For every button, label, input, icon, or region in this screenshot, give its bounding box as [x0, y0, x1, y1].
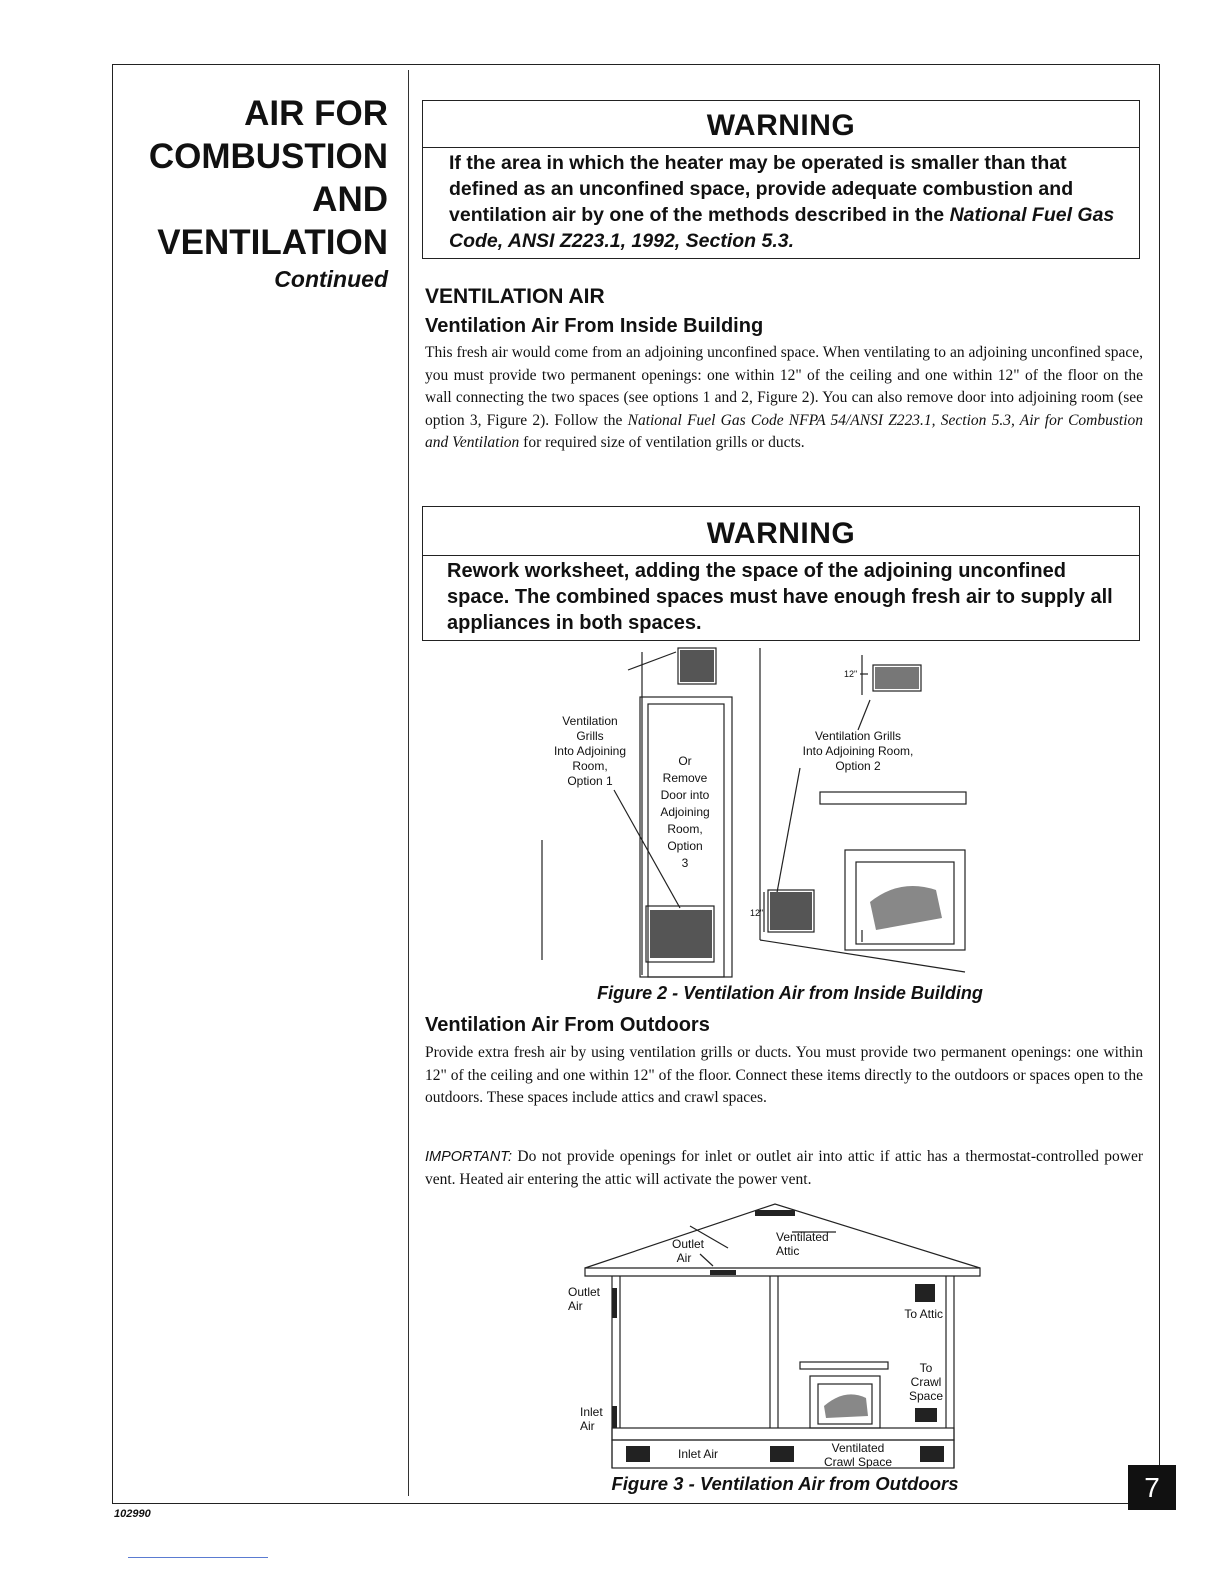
outlet-air-attic-label: Outlet — [671, 1237, 705, 1251]
figure-3-caption: Figure 3 - Ventilation Air from Outdoors — [611, 1473, 959, 1494]
option1-label-line: Grills — [576, 729, 604, 743]
paragraph-code-reference: National Fuel Gas Code NFPA 54/ANSI Z223.1, Section 5.3, Air for Combustion and Ventilation — [425, 411, 1144, 451]
option1-label-line: Option 1 — [567, 774, 613, 788]
warning-title: WARNING — [423, 101, 1139, 148]
important-text: Do not provide openings for inlet or outlet air into attic if attic has a thermostat-controlled power vent. Heated air entering the attic will activate the power vent. — [425, 1148, 1144, 1188]
ventilation-air-heading: VENTILATION AIR — [425, 285, 605, 308]
option3-label-line: Or — [678, 754, 692, 768]
option3-label-line: Door into — [660, 788, 710, 802]
figure-2-diagram — [540, 640, 980, 980]
ventilated-attic-label: Attic — [776, 1244, 800, 1258]
ventilated-crawl-label: Crawl Space — [823, 1455, 893, 1469]
section-title-line: VENTILATION — [157, 223, 388, 262]
option3-label-line: Remove — [662, 771, 708, 785]
figure-3-diagram — [560, 1196, 990, 1478]
outlet-air-wall-label: Air — [568, 1299, 583, 1313]
ventilated-crawl-label: Ventilated — [831, 1441, 885, 1455]
ventilated-attic-label: Ventilated — [776, 1230, 829, 1244]
option2-label-line: Into Adjoining Room, — [802, 744, 914, 758]
to-attic-label: To Attic — [904, 1307, 943, 1321]
to-crawl-label: Crawl — [910, 1375, 942, 1389]
warning-text: Rework worksheet, adding the space of the adjoining unconfined space. The combined spaces must have enough fresh air to supply all appliances in both spaces. — [447, 560, 1113, 634]
option3-label-line: Option — [667, 839, 703, 853]
option3-label-line: Room, — [667, 822, 703, 836]
warning-box-worksheet — [422, 506, 1140, 641]
option3-label-line: 3 — [681, 856, 689, 870]
section-title-line: AIR FOR — [244, 94, 388, 133]
inlet-air-wall-label: Air — [580, 1419, 595, 1433]
warning-text-reference: National Fuel Gas Code, ANSI Z223.1, 1992, Section 5.3. — [449, 204, 1115, 252]
dimension-label-bottom: 12" — [750, 908, 764, 918]
outlet-air-wall-label: Outlet — [568, 1285, 601, 1299]
inside-building-heading: Ventilation Air From Inside Building — [425, 315, 764, 337]
paragraph-text: This fresh air would come from an adjoining unconfined space. When ventilating to an adjoining unconfined space, you must provide two permanent openings: one within 12" of the ceiling and one within 12" of the floor on the wall connecting the two spaces (see options 1 and 2, Figure 2). You can also remove door into adjoining room (see option 3, Figure 2). Follow the — [425, 344, 1143, 429]
warning-text — [423, 148, 1139, 258]
option2-label-line: Ventilation Grills — [814, 729, 902, 743]
to-crawl-label: To — [919, 1361, 933, 1375]
page-frame-bottom — [112, 1503, 1128, 1504]
warning-title: WARNING — [423, 507, 1139, 556]
page-frame-right — [1159, 64, 1160, 1470]
inlet-air-floor-label: Inlet Air — [678, 1447, 719, 1461]
section-subtitle: Continued — [274, 266, 388, 292]
inside-building-paragraph — [425, 342, 1143, 455]
outlet-air-attic-label: Air — [676, 1251, 692, 1265]
column-divider — [408, 70, 409, 1496]
figure-2-caption: Figure 2 - Ventilation Air from Inside Building — [597, 983, 983, 1003]
option1-label-line: Ventilation — [562, 714, 618, 728]
warning-text-body: If the area in which the heater may be operated is smaller than that defined as an unconfined space, provide adequate combustion and ventilation air by one of the methods described in the — [449, 152, 1074, 226]
option1-label-line: Room, — [572, 759, 608, 773]
option1-label-line: Into Adjoining — [553, 744, 627, 758]
important-note — [425, 1146, 1143, 1191]
section-title-line: AND — [312, 180, 388, 219]
page-frame-top — [112, 64, 1160, 65]
outdoors-heading: Ventilation Air From Outdoors — [425, 1014, 710, 1036]
page-number: 7 — [1128, 1465, 1176, 1510]
important-label: IMPORTANT: — [425, 1149, 512, 1165]
to-crawl-label: Space — [908, 1389, 944, 1403]
option2-label-line: Option 2 — [835, 759, 881, 773]
warning-box-combustion — [422, 100, 1140, 259]
dimension-label-top: 12" — [844, 669, 858, 679]
footer-underline — [128, 1557, 268, 1558]
inlet-air-wall-label: Inlet — [580, 1405, 603, 1419]
paragraph-text: for required size of ventilation grills or ducts. — [523, 434, 805, 451]
outdoors-paragraph: Provide extra fresh air by using ventilation grills or ducts. You must provide two permanent openings: one within 12" of the ceiling and one within 12" of the floor. Connect these items directly to the outdoors or spaces open to the outdoors. These spaces include attics and crawl spaces. — [425, 1044, 1143, 1106]
section-title — [88, 92, 388, 264]
option3-label-line: Adjoining — [660, 805, 710, 819]
section-title-line: COMBUSTION — [148, 137, 388, 176]
document-code: 102990 — [114, 1508, 151, 1520]
